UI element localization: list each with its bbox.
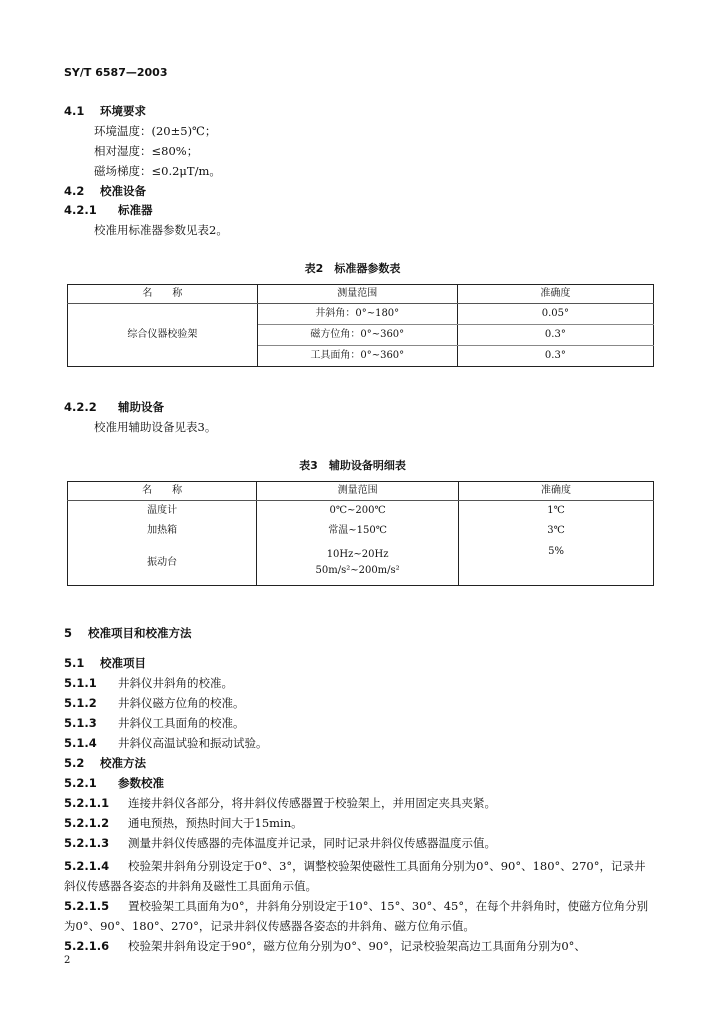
accuracy-cell: 0.05°: [457, 304, 653, 325]
accuracy-cell: 0.3°: [457, 325, 653, 346]
section-number: 4.2.2: [64, 400, 97, 414]
range-cell: 井斜角：0°~180°: [257, 304, 457, 325]
step-paragraph: 5.2.1.3 测量井斜仪传感器的壳体温度并记录，同时记录井斜仪传感器温度示值。: [64, 836, 496, 850]
section-number: 4.1: [64, 104, 85, 118]
table-row: [68, 304, 654, 325]
header-range: 测量范围: [257, 482, 459, 501]
list-item: 5.1.3 井斜仪工具面角的校准。: [64, 716, 245, 730]
section-4-1-heading: [64, 104, 146, 120]
step-paragraph: 5.2.1.1 连接井斜仪各部分，将井斜仪传感器置于校验架上，并用固定夹具夹紧。: [64, 796, 496, 810]
accuracy-cell: 5%: [459, 541, 654, 586]
list-item: 5.1.2 井斜仪磁方位角的校准。: [64, 696, 245, 710]
section-title: 校准项目: [100, 656, 146, 670]
section-title: 环境要求: [100, 104, 146, 118]
list-item: 5.1.4 井斜仪高温试验和振动试验。: [64, 736, 268, 750]
section-5-2-1-heading: [64, 776, 164, 792]
section-4-2-1-heading: [64, 203, 153, 219]
section-title: 标准器: [118, 203, 153, 217]
section-5-heading: [64, 626, 192, 642]
section-number: 5: [64, 626, 73, 640]
section-number: 5.2: [64, 756, 85, 770]
table2: [67, 284, 654, 367]
section-4-2-2-text: 校准用辅助设备见表3。: [94, 420, 217, 434]
env-humidity: 相对湿度：≤80%；: [94, 144, 199, 158]
equipment-name: 综合仪器校验架: [68, 304, 258, 367]
table-row: [68, 541, 654, 586]
equipment-name: 加热箱: [68, 521, 257, 541]
section-number: 4.2: [64, 184, 85, 198]
document-code: SY/T 6587—2003: [64, 66, 168, 79]
section-title: 校准项目和校准方法: [88, 626, 192, 640]
page-number: 2: [64, 955, 71, 966]
list-item: 5.1.1 井斜仪井斜角的校准。: [64, 676, 233, 690]
range-cell: [257, 541, 459, 586]
section-number: 5.1: [64, 656, 85, 670]
table3-caption: 表3 辅助设备明细表: [299, 459, 406, 472]
range-cell: 0℃~200℃: [257, 501, 459, 522]
step-paragraph: 5.2.1.4 校验架井斜角分别设定于0°、3°，调整校验架使磁性工具面角分别为0°、90°、180°、270°，记录井斜仪传感器各姿态的井斜角及磁性工具面角示值。: [64, 859, 646, 893]
section-title: 校准方法: [100, 756, 146, 770]
header-range: 测量范围: [257, 285, 457, 304]
table-row: [68, 521, 654, 541]
section-title: 辅助设备: [118, 400, 164, 414]
env-magnetic-gradient: 磁场梯度：≤0.2μT/m。: [94, 164, 221, 178]
section-4-2-heading: [64, 184, 146, 200]
table3: [67, 481, 654, 586]
section-title: 校准设备: [100, 184, 146, 198]
header-accuracy: 准确度: [457, 285, 653, 304]
step-paragraph: 5.2.1.2 通电预热，预热时间大于15min。: [64, 816, 303, 830]
section-4-2-2-heading: [64, 400, 164, 416]
env-temperature: 环境温度：(20±5)℃；: [94, 124, 217, 138]
range-cell: 工具面角：0°~360°: [257, 346, 457, 367]
range-cell: 常温~150℃: [257, 521, 459, 541]
table-row: [68, 501, 654, 522]
equipment-name: 温度计: [68, 501, 257, 522]
section-4-2-1-text: 校准用标准器参数见表2。: [94, 223, 228, 237]
header-accuracy: 准确度: [459, 482, 654, 501]
step-paragraph: 5.2.1.5 置校验架工具面角为0°，井斜角分别设定于10°、15°、30°、45°，在每个井斜角时，使磁方位角分别为0°、90°、180°、270°，记录井斜仪传感器各姿态的井斜角、磁方位角示值。: [64, 899, 649, 933]
table-header-row: [68, 482, 654, 501]
header-name: 名 称: [68, 482, 257, 501]
section-title: 参数校准: [118, 776, 164, 790]
section-5-1-heading: [64, 656, 146, 672]
accuracy-cell: 1℃: [459, 501, 654, 522]
accuracy-cell: 3℃: [459, 521, 654, 541]
step-paragraph: 5.2.1.6 校验架井斜角设定于90°，磁方位角分别为0°、90°，记录校验架高边工具面角分别为0°、: [64, 939, 586, 953]
section-number: 5.2.1: [64, 776, 97, 790]
range-frequency: 10Hz~20Hz: [326, 549, 389, 560]
equipment-name: 振动台: [68, 541, 257, 586]
range-cell: 磁方位角：0°~360°: [257, 325, 457, 346]
accuracy-cell: 0.3°: [457, 346, 653, 367]
table2-caption: 表2 标准器参数表: [304, 262, 401, 275]
header-name: 名 称: [68, 285, 258, 304]
table-header-row: [68, 285, 654, 304]
section-number: 4.2.1: [64, 203, 97, 217]
section-5-2-heading: [64, 756, 146, 772]
range-acceleration: 50m/s²~200m/s²: [315, 565, 400, 576]
